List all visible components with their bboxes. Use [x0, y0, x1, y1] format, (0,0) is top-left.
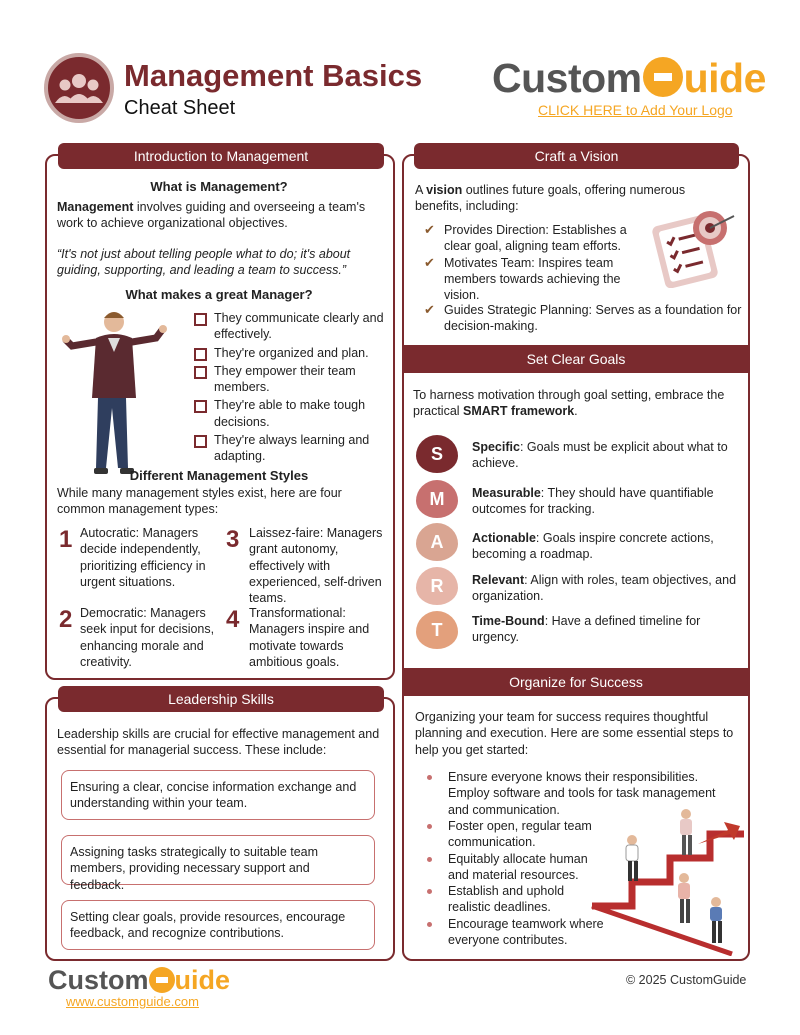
team-icon — [44, 53, 114, 123]
style-number-3: 3 — [226, 526, 240, 553]
smart-measurable: Measurable: They should have quantifiable outcomes for tracking. — [472, 486, 714, 517]
g-logo-icon — [643, 57, 683, 97]
smart-relevant: Relevant: Align with roles, team objectives, and organization. — [472, 573, 737, 604]
goals-banner: Set Clear Goals — [403, 345, 749, 373]
list-item: ✔ Motivates Team: Inspires team members towards achieving the vision. — [416, 255, 656, 304]
list-item: Ensure everyone knows their responsibilities. Employ software and tools for task management and communication. — [416, 769, 726, 818]
smart-specific: Specific: Goals must be explicit about what to achieve. — [472, 440, 728, 471]
leadership-intro: Leadership skills are crucial for effective management and essential for managerial success. These include: — [57, 727, 380, 758]
list-item: They empower their team members. — [192, 363, 384, 396]
vision-intro: A vision outlines future goals, offering numerous benefits, including: — [415, 183, 686, 214]
clipboard-target-icon — [650, 206, 738, 288]
skill-communication: Ensuring a clear, concise information exchange and understanding within your team. — [61, 770, 375, 820]
organize-banner: Organize for Success — [403, 668, 749, 696]
vision-banner: Craft a Vision — [414, 143, 739, 169]
management-styles-intro: While many management styles exist, here are four common management types: — [57, 486, 342, 517]
copyright: © 2025 CustomGuide — [626, 973, 747, 987]
skill-motivation: Setting clear goals, provide resources, encourage feedback, and recognize contributions. — [61, 900, 375, 950]
great-manager-heading: What makes a great Manager? — [125, 287, 313, 302]
smart-time-bound: Time-Bound: Have a defined timeline for urgency. — [472, 614, 701, 645]
customguide-logo: Custom uide — [492, 55, 766, 101]
smart-r-badge: R — [416, 567, 458, 605]
management-definition: Management involves guiding and overseeing a team's work to achieve organizational objectives. — [57, 200, 366, 231]
smart-a-badge: A — [416, 523, 458, 561]
page-title: Management Basics — [124, 58, 423, 93]
style-laissez-faire: Laissez-faire: Managers grant autonomy, effectively with experienced, self-driven teams. — [249, 526, 383, 605]
organize-steps-list-cont — [416, 818, 606, 948]
teamwork-stairs-illustration — [588, 806, 746, 956]
goals-intro: To harness motivation through goal setting, embrace the practical SMART framework. — [413, 388, 725, 419]
style-number-2: 2 — [59, 606, 73, 633]
list-item: Foster open, regular team communication. — [416, 818, 606, 851]
leadership-banner: Leadership Skills — [58, 686, 384, 712]
vision-benefits-list — [416, 222, 656, 303]
manager-illustration — [62, 308, 172, 483]
style-democratic: Democratic: Managers seek input for decisions, enhancing morale and creativity. — [80, 606, 215, 669]
management-styles-heading: Different Management Styles — [129, 468, 309, 483]
list-item: ✔ Provides Direction: Establishes a clear goal, aligning team efforts. — [416, 222, 656, 255]
list-item: ✔ Guides Strategic Planning: Serves as a foundation for decision-making. — [416, 302, 746, 335]
list-item: Encourage teamwork where everyone contributes. — [416, 916, 606, 949]
style-number-1: 1 — [59, 526, 73, 553]
skill-delegation: Assigning tasks strategically to suitable team members, providing necessary support and feedback. — [61, 835, 375, 885]
list-item: They're organized and plan. — [192, 345, 384, 361]
footer-logo: Custom uide — [48, 965, 231, 995]
style-number-4: 4 — [226, 606, 240, 633]
what-is-management-heading: What is Management? — [150, 179, 288, 194]
intro-banner: Introduction to Management — [58, 143, 384, 169]
list-item: They're able to make tough decisions. — [192, 397, 384, 430]
manager-traits-list — [192, 310, 384, 466]
footer-url-link[interactable]: www.customguide.com — [66, 994, 199, 1009]
style-autocratic: Autocratic: Managers decide independently, prioritizing efficiency in urgent situations. — [80, 526, 206, 589]
style-transformational: Transformational: Managers inspire and motivate towards ambitious goals. — [249, 606, 370, 669]
list-item: They're always learning and adapting. — [192, 432, 384, 465]
smart-actionable: Actionable: Goals inspire concrete actions, becoming a roadmap. — [472, 531, 714, 562]
smart-s-badge: S — [416, 435, 458, 473]
list-item: Equitably allocate human and material resources. — [416, 851, 606, 884]
management-quote: “It's not just about telling people what to do; it's about guiding, supporting, and leading a team to success.” — [57, 247, 351, 278]
organize-intro: Organizing your team for success requires thoughtful planning and execution. Here are some essential steps to help you get started: — [415, 710, 734, 757]
g-logo-icon — [149, 967, 175, 993]
list-item: They communicate clearly and effectively. — [192, 310, 384, 343]
add-logo-link[interactable]: CLICK HERE to Add Your Logo — [538, 102, 733, 118]
vision-benefits-list-cont — [416, 302, 746, 335]
smart-m-badge: M — [416, 480, 458, 518]
page-subtitle: Cheat Sheet — [124, 97, 236, 119]
list-item: Establish and uphold realistic deadlines. — [416, 883, 606, 916]
smart-t-badge: T — [416, 611, 458, 649]
